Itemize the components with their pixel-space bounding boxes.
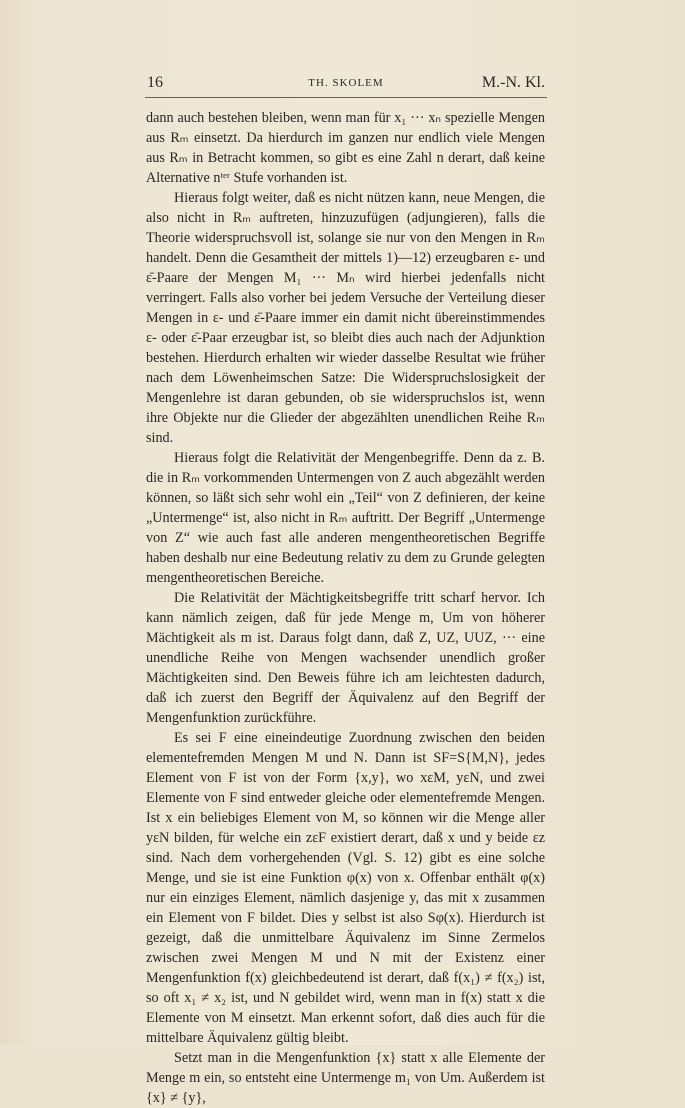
section-label: M.-N. Kl. (481, 74, 545, 91)
running-title: TH. SKOLEM (308, 77, 384, 89)
paragraph: Setzt man in die Mengenfunktion {x} statt x alle Elemente der Menge m ein, so entsteht eine Untermenge m₁ von Um. Außerdem ist {x} ≠ {y}, (146, 1050, 545, 1106)
paragraph: dann auch bestehen bleiben, wenn man für x₁ ··· xₙ spezielle Mengen aus Rₘ einsetzt. Da hierdurch im ganzen nur endlich viele Mengen aus Rₘ in Betracht kommen, so gibt es eine Zahl n derart, daß keine Alternative nᵗᵉʳ Stufe vorhanden ist. (146, 110, 545, 186)
paragraph: Hieraus folgt weiter, daß es nicht nützen kann, neue Mengen, die also nicht in Rₘ auftreten, hinzuzufügen (adjungieren), falls die Theorie widerspruchsvoll ist, solange sie nur von den Mengen in Rₘ handelt. Denn die Gesamtheit der mittels 1)—12) erzeugbaren ε- und ε̄-Paare der Mengen M₁ ··· Mₙ wird hierbei jedenfalls nicht verringert. Falls also vorher bei jedem Versuche der Verteilung dieser Mengen in ε- und ε̄-Paare immer ein damit nicht übereinstimmendes ε- oder ε̄-Paar erzeugbar ist, so bleibt dies auch nach der Adjunktion bestehen. Hierdurch erhalten wir wieder dasselbe Resultat wie früher nach dem Löwenheimschen Satze: Die Widerspruchslosigkeit der Mengenlehre ist daran gebunden, ob sie widerspruchslos ist, wenn ihre Objekte nur die Glieder der abgezählten unendlichen Reihe Rₘ sind. (146, 190, 545, 446)
page-number: 16 (147, 74, 163, 91)
paragraph: Die Relativität der Mächtigkeitsbegriffe tritt scharf hervor. Ich kann nämlich zeigen, daß für jede Menge m, Um von höherer Mächtigkeit als m ist. Daraus folgt dann, daß Z, UZ, UUZ, ··· eine unendliche Reihe von Mengen wachsender unendlich großer Mächtigkeiten sind. Den Beweis führe ich am leichtesten dadurch, daß ich zuerst den Begriff der Äquivalenz auf den Begriff der Mengenfunktion zurückführe. (146, 590, 545, 726)
page-body (146, 108, 545, 1108)
paragraph: Hieraus folgt die Relativität der Mengenbegriffe. Denn da z. B. die in Rₘ vorkommenden Untermengen von Z auch abgezählt werden können, so läßt sich sehr wohl ein „Teil“ von Z definieren, der keine „Untermenge“ ist, also nicht in Rₘ auftritt. Der Begriff „Untermenge von Z“ wie auch fast alle anderen mengentheoretischen Begriffe haben deshalb nur eine Bedeutung relativ zu dem zu Grunde gelegten mengentheoretischen Bereiche. (146, 450, 545, 586)
paragraph: Es sei F eine eineindeutige Zuordnung zwischen den beiden elementefremden Mengen M und N. Dann ist SF=S{M,N}, jedes Element von F ist von der Form {x,y}, wo xεM, yεN, und zwei Elemente von F sind entweder gleiche oder elementefremde Mengen. Ist x ein beliebiges Element von M, so können wir die Menge aller yεN bilden, für welche ein zεF existiert derart, daß x und y beide εz sind. Nach dem vorhergehenden (Vgl. S. 12) gibt es eine solche Menge, und sie ist eine Funktion φ(x) von x. Offenbar enthält φ(x) nur ein einziges Element, nämlich dasjenige y, das mit x zusammen ein Element von F bildet. Dies y selbst ist also Sφ(x). Hierdurch ist gezeigt, daß die unmittelbare Äquivalenz im Sinne Zermelos zwischen zwei Mengen M und N mit der Existenz einer Mengenfunktion f(x) gleichbedeutend ist derart, daß f(x₁) ≠ f(x₂) ist, so oft x₁ ≠ x₂ ist, und N gebildet wird, wenn man in f(x) statt x die Elemente von M einsetzt. Man erkennt sofort, daß dies auch für die mittelbare Äquivalenz gültig bleibt. (146, 730, 545, 1046)
running-header (147, 74, 545, 96)
header-rule (145, 97, 547, 98)
